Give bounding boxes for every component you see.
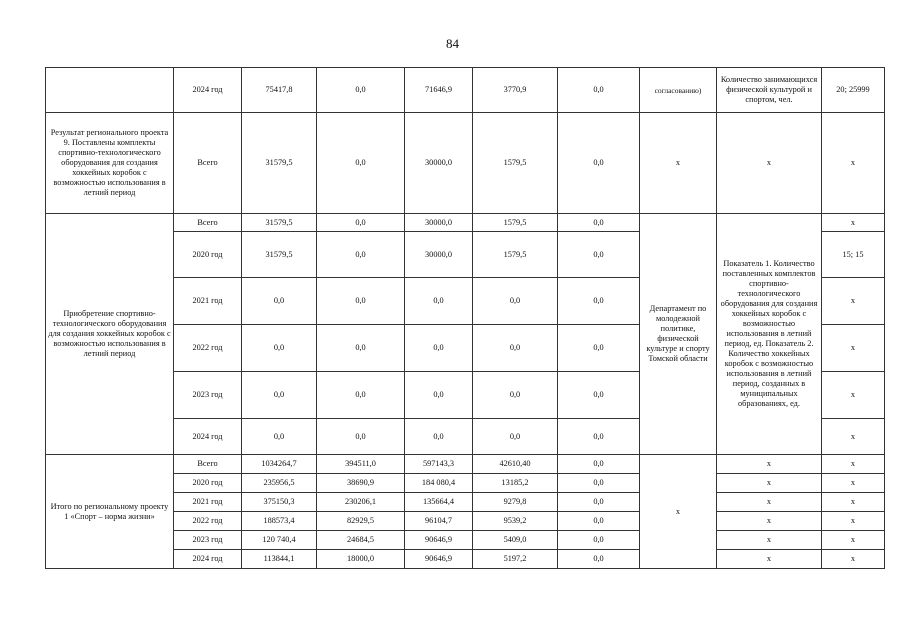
- value-cell: 0,0: [242, 278, 317, 325]
- value-cell: 0,0: [558, 550, 640, 569]
- value-cell: 42610,40: [473, 455, 558, 474]
- value-cell: 394511,0: [317, 455, 405, 474]
- value-cell: 0,0: [473, 278, 558, 325]
- page-number: 84: [446, 36, 459, 51]
- value-cell: 5409,0: [473, 531, 558, 550]
- executor-cell: согласованию): [640, 68, 717, 113]
- target-cell: х: [822, 512, 885, 531]
- target-cell: х: [822, 372, 885, 419]
- value-cell: 0,0: [558, 474, 640, 493]
- table-row: [46, 214, 885, 232]
- value-cell: 31579,5: [242, 113, 317, 214]
- value-cell: 0,0: [558, 325, 640, 372]
- period-cell: 2020 год: [174, 232, 242, 278]
- period-cell: 2024 год: [174, 550, 242, 569]
- target-cell: х: [822, 531, 885, 550]
- value-cell: 31579,5: [242, 214, 317, 232]
- indicator-cell: Показатель 1. Количество поставленных комплектов спортивно-технологического оборудования для создания хоккейных коробок с возможностью использования в летний период, ед. Показатель 2. Количество хоккейных коробок с возможностью использования в летний период, созданных в муниципальных образованиях, ед.: [717, 214, 822, 455]
- period-cell: 2022 год: [174, 325, 242, 372]
- task-name-cell: Итого по региональному проекту 1 «Спорт – норма жизни»: [46, 455, 174, 569]
- value-cell: 31579,5: [242, 232, 317, 278]
- value-cell: 0,0: [558, 232, 640, 278]
- value-cell: 1034264,7: [242, 455, 317, 474]
- value-cell: 5197,2: [473, 550, 558, 569]
- value-cell: 0,0: [317, 278, 405, 325]
- value-cell: 0,0: [405, 325, 473, 372]
- target-cell: х: [822, 278, 885, 325]
- period-cell: 2021 год: [174, 493, 242, 512]
- period-cell: 2024 год: [174, 68, 242, 113]
- value-cell: 0,0: [242, 419, 317, 455]
- value-cell: 0,0: [558, 113, 640, 214]
- value-cell: 0,0: [317, 214, 405, 232]
- task-name-cell: Приобретение спортивно-технологического оборудования для создания хоккейных коробок с возможностью использования в летний период: [46, 214, 174, 455]
- value-cell: 90646,9: [405, 550, 473, 569]
- value-cell: 18000,0: [317, 550, 405, 569]
- value-cell: 0,0: [317, 325, 405, 372]
- task-name-cell: Результат регионального проекта 9. Поставлены комплекты спортивно-технологического оборудования для создания хоккейных коробок с возможностью использования в летний период: [46, 113, 174, 214]
- value-cell: 82929,5: [317, 512, 405, 531]
- value-cell: 30000,0: [405, 113, 473, 214]
- value-cell: 0,0: [558, 214, 640, 232]
- indicator-cell: х: [717, 113, 822, 214]
- value-cell: 0,0: [473, 372, 558, 419]
- value-cell: 375150,3: [242, 493, 317, 512]
- executor-cell: х: [640, 113, 717, 214]
- value-cell: 1579,5: [473, 232, 558, 278]
- target-cell: х: [822, 113, 885, 214]
- indicator-cell: х: [717, 512, 822, 531]
- value-cell: 0,0: [558, 278, 640, 325]
- target-cell: 20; 25999: [822, 68, 885, 113]
- value-cell: 0,0: [558, 419, 640, 455]
- value-cell: 0,0: [317, 419, 405, 455]
- period-cell: 2021 год: [174, 278, 242, 325]
- value-cell: 0,0: [558, 372, 640, 419]
- value-cell: 235956,5: [242, 474, 317, 493]
- value-cell: 13185,2: [473, 474, 558, 493]
- value-cell: 3770,9: [473, 68, 558, 113]
- indicator-cell: х: [717, 493, 822, 512]
- value-cell: 0,0: [558, 68, 640, 113]
- value-cell: 0,0: [405, 372, 473, 419]
- value-cell: 230206,1: [317, 493, 405, 512]
- target-cell: х: [822, 474, 885, 493]
- value-cell: 38690,9: [317, 474, 405, 493]
- target-cell: х: [822, 325, 885, 372]
- value-cell: 0,0: [317, 113, 405, 214]
- value-cell: 113844,1: [242, 550, 317, 569]
- period-cell: 2024 год: [174, 419, 242, 455]
- value-cell: 0,0: [405, 419, 473, 455]
- period-cell: Всего: [174, 455, 242, 474]
- indicator-cell: х: [717, 474, 822, 493]
- period-cell: Всего: [174, 113, 242, 214]
- value-cell: 1579,5: [473, 214, 558, 232]
- value-cell: 90646,9: [405, 531, 473, 550]
- executor-cell: Департамент по молодежной политике, физической культуре и спорту Томской области: [640, 214, 717, 455]
- value-cell: 0,0: [473, 419, 558, 455]
- period-cell: 2023 год: [174, 531, 242, 550]
- value-cell: 9539,2: [473, 512, 558, 531]
- table-row: [46, 455, 885, 474]
- target-cell: х: [822, 493, 885, 512]
- value-cell: 0,0: [242, 372, 317, 419]
- value-cell: 184 080,4: [405, 474, 473, 493]
- value-cell: 30000,0: [405, 232, 473, 278]
- value-cell: 9279,8: [473, 493, 558, 512]
- table-row: [46, 113, 885, 214]
- table-row: [46, 68, 885, 113]
- value-cell: 96104,7: [405, 512, 473, 531]
- target-cell: х: [822, 419, 885, 455]
- target-cell: 15; 15: [822, 232, 885, 278]
- value-cell: 0,0: [473, 325, 558, 372]
- value-cell: 30000,0: [405, 214, 473, 232]
- value-cell: 0,0: [317, 68, 405, 113]
- value-cell: 0,0: [405, 278, 473, 325]
- value-cell: 24684,5: [317, 531, 405, 550]
- value-cell: 0,0: [242, 325, 317, 372]
- value-cell: 0,0: [558, 512, 640, 531]
- indicator-cell: х: [717, 531, 822, 550]
- value-cell: 75417,8: [242, 68, 317, 113]
- value-cell: 120 740,4: [242, 531, 317, 550]
- value-cell: 597143,3: [405, 455, 473, 474]
- period-cell: 2022 год: [174, 512, 242, 531]
- value-cell: 0,0: [558, 455, 640, 474]
- target-cell: х: [822, 550, 885, 569]
- indicator-cell: х: [717, 455, 822, 474]
- value-cell: 0,0: [317, 372, 405, 419]
- indicator-cell: х: [717, 550, 822, 569]
- executor-cell: х: [640, 455, 717, 569]
- budget-table: [45, 67, 885, 569]
- value-cell: 0,0: [317, 232, 405, 278]
- value-cell: 1579,5: [473, 113, 558, 214]
- period-cell: 2020 год: [174, 474, 242, 493]
- task-name-cell: [46, 68, 174, 113]
- value-cell: 135664,4: [405, 493, 473, 512]
- period-cell: Всего: [174, 214, 242, 232]
- indicator-cell: Количество занимающихся физической культурой и спортом, чел.: [717, 68, 822, 113]
- value-cell: 188573,4: [242, 512, 317, 531]
- value-cell: 0,0: [558, 531, 640, 550]
- value-cell: 71646,9: [405, 68, 473, 113]
- period-cell: 2023 год: [174, 372, 242, 419]
- target-cell: х: [822, 214, 885, 232]
- value-cell: 0,0: [558, 493, 640, 512]
- target-cell: х: [822, 455, 885, 474]
